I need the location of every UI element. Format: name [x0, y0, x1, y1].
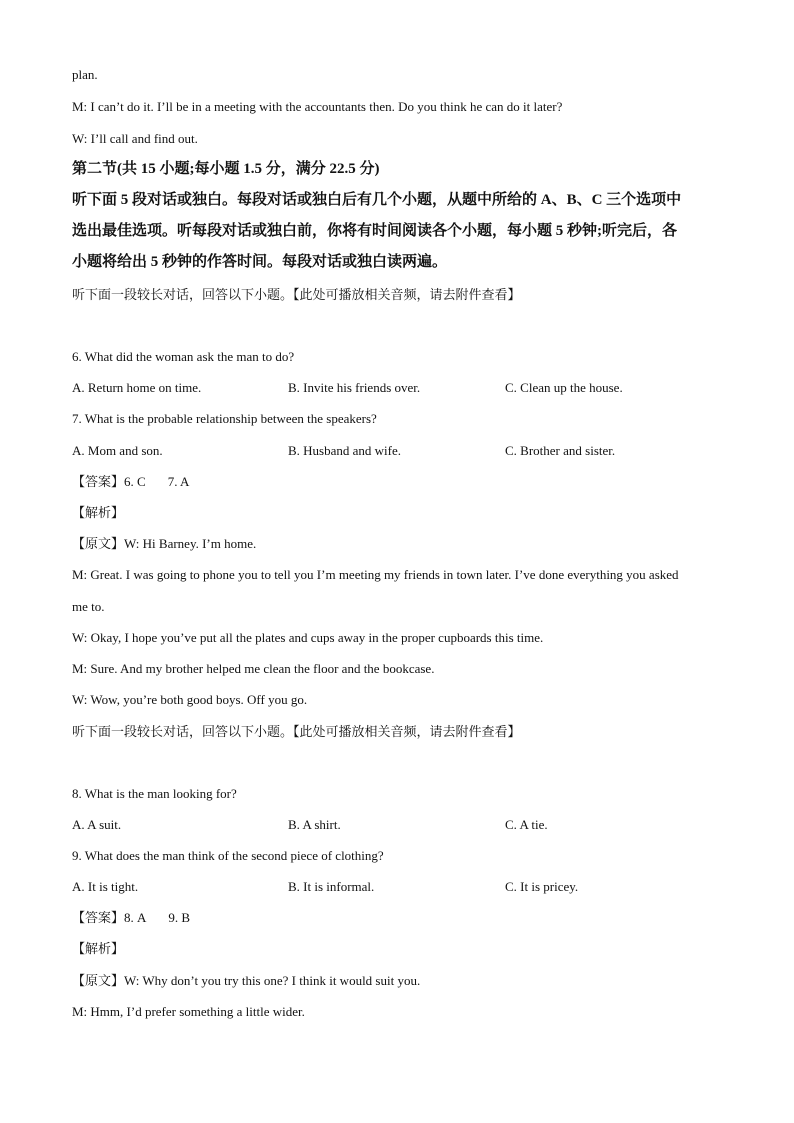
- listening-prompt: 听下面一段较长对话，回答以下小题。【此处可播放相关音频，请去附件查看】: [72, 287, 521, 302]
- option-8a: A. A suit.: [72, 817, 122, 832]
- section-title: 第二节(共 15 小题;每小题 1.5 分，满分 22.5 分): [72, 161, 380, 177]
- option-7a: A. Mom and son.: [72, 443, 163, 458]
- answer-8: 8. A: [124, 910, 147, 925]
- dialogue-line: W: Wow, you’re both good boys. Off you go.: [72, 692, 308, 707]
- analysis-label: 【解析】: [72, 505, 125, 520]
- dialogue-line: M: Hmm, I’d prefer something a little wider.: [72, 1004, 305, 1019]
- answer-label: 【答案】: [72, 910, 125, 925]
- question-7: 7. What is the probable relationship between the speakers?: [72, 411, 377, 426]
- answer-line: [72, 473, 189, 491]
- option-8c: C. A tie.: [505, 817, 548, 832]
- dialogue-line: me to.: [72, 599, 105, 614]
- option-6c: C. Clean up the house.: [505, 380, 623, 395]
- dialogue-line: W: I’ll call and find out.: [72, 131, 198, 146]
- dialogue-line: M: Great. I was going to phone you to tell you I’m meeting my friends in town later. I’ve done everything you asked: [72, 567, 679, 582]
- section-instruction: 小题将给出 5 秒钟的作答时间。每段对话或独白读两遍。: [72, 254, 448, 270]
- option-6a: A. Return home on time.: [72, 380, 202, 395]
- text-line: plan.: [72, 67, 98, 82]
- option-9a: A. It is tight.: [72, 879, 139, 894]
- answer-7: 7. A: [167, 474, 190, 489]
- dialogue-line: M: Sure. And my brother helped me clean the floor and the bookcase.: [72, 661, 435, 676]
- option-6b: B. Invite his friends over.: [288, 380, 421, 395]
- option-9c: C. It is pricey.: [505, 879, 579, 894]
- option-8b: B. A shirt.: [288, 817, 341, 832]
- answer-line: [72, 909, 190, 927]
- option-9b: B. It is informal.: [288, 879, 375, 894]
- question-9: 9. What does the man think of the second piece of clothing?: [72, 848, 384, 863]
- section-instruction: 选出最佳选项。听每段对话或独白前，你将有时间阅读各个小题，每小题 5 秒钟;听完后，各: [72, 223, 677, 239]
- original-text: 【原文】W: Hi Barney. I’m home.: [72, 536, 257, 551]
- dialogue-line: M: I can’t do it. I’ll be in a meeting with the accountants then. Do you think he can do it later?: [72, 99, 563, 114]
- dialogue-line: W: Okay, I hope you’ve put all the plates and cups away in the proper cupboards this time.: [72, 630, 544, 645]
- answer-9: 9. B: [168, 910, 191, 925]
- listening-prompt: 听下面一段较长对话，回答以下小题。【此处可播放相关音频，请去附件查看】: [72, 724, 521, 739]
- analysis-label: 【解析】: [72, 941, 125, 956]
- question-8: 8. What is the man looking for?: [72, 786, 237, 801]
- answer-6: 6. C: [124, 474, 146, 489]
- option-7c: C. Brother and sister.: [505, 443, 616, 458]
- answer-label: 【答案】: [72, 474, 125, 489]
- section-instruction: 听下面 5 段对话或独白。每段对话或独白后有几个小题，从题中所给的 A、B、C 三个选项中: [72, 192, 682, 208]
- question-6: 6. What did the woman ask the man to do?: [72, 349, 295, 364]
- option-7b: B. Husband and wife.: [288, 443, 402, 458]
- original-text: 【原文】W: Why don’t you try this one? I think it would suit you.: [72, 973, 421, 988]
